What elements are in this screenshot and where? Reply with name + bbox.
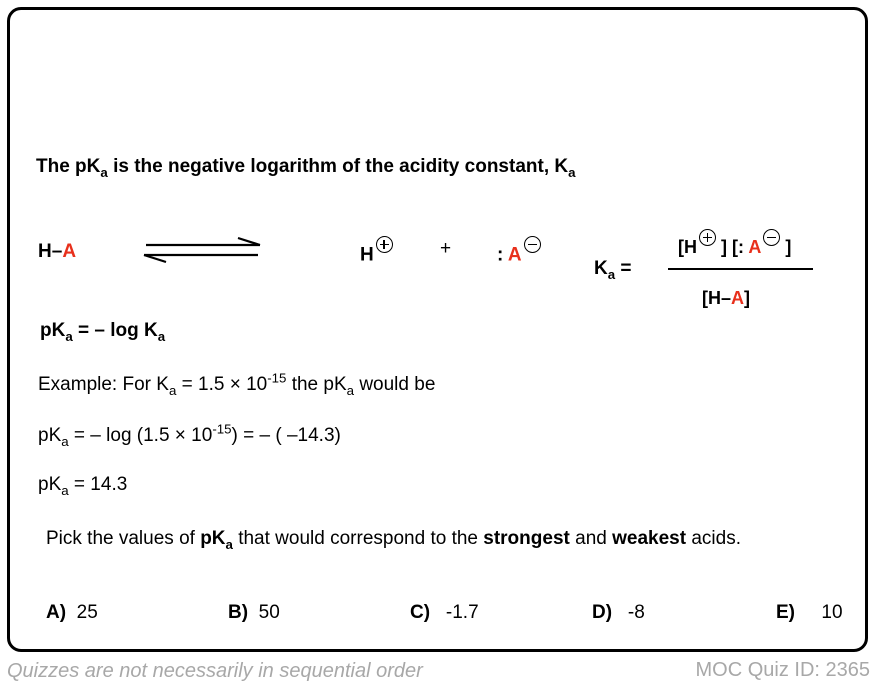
- negative-charge-icon: [524, 236, 541, 253]
- choice-b[interactable]: B) 50: [228, 602, 280, 623]
- negative-charge-icon: [763, 229, 780, 246]
- positive-charge-icon: [699, 229, 716, 246]
- reactant-ha: H–A: [38, 241, 77, 262]
- choice-d[interactable]: D) -8: [592, 602, 645, 623]
- fraction-bar: [668, 268, 813, 270]
- quiz-id: MOC Quiz ID: 2365: [695, 659, 870, 681]
- choice-e[interactable]: E) 10: [776, 602, 843, 623]
- ka-label: $K_a$ =: [594, 258, 632, 282]
- conjugate-base: : A: [497, 236, 541, 266]
- result-line: $pK_a = 14.3$: [38, 474, 128, 498]
- proton: H: [360, 236, 393, 266]
- pka-definition: $pK_a$ = – $\log K_a$: [40, 320, 166, 344]
- plus-sign: +: [440, 238, 452, 259]
- positive-charge-icon: [376, 236, 393, 253]
- ka-numerator: [H ] [: A ]: [678, 229, 791, 258]
- choice-a[interactable]: A) 25: [46, 602, 98, 623]
- ka-denominator: [H–A]: [702, 288, 751, 308]
- example-line: Example: For $K_a = 1.5 \times 10^{-15}$ the $pK_a$ would be: [38, 370, 436, 398]
- question-text: Pick the values of $pK_a$ that would correspond to the strongest and weakest acids.: [46, 528, 741, 552]
- footer-note: Quizzes are not necessarily in sequential order: [7, 660, 423, 682]
- calculation-line: $pK_a$ = – $\log (1.5 \times 10^{-15})$ = – ( –14.3): [38, 421, 341, 449]
- definition-title: The $pK_a$ is the negative logarithm of the acidity constant, $K_a$: [36, 156, 576, 180]
- choice-c[interactable]: C) -1.7: [410, 602, 479, 623]
- equilibrium-arrows: [140, 236, 264, 264]
